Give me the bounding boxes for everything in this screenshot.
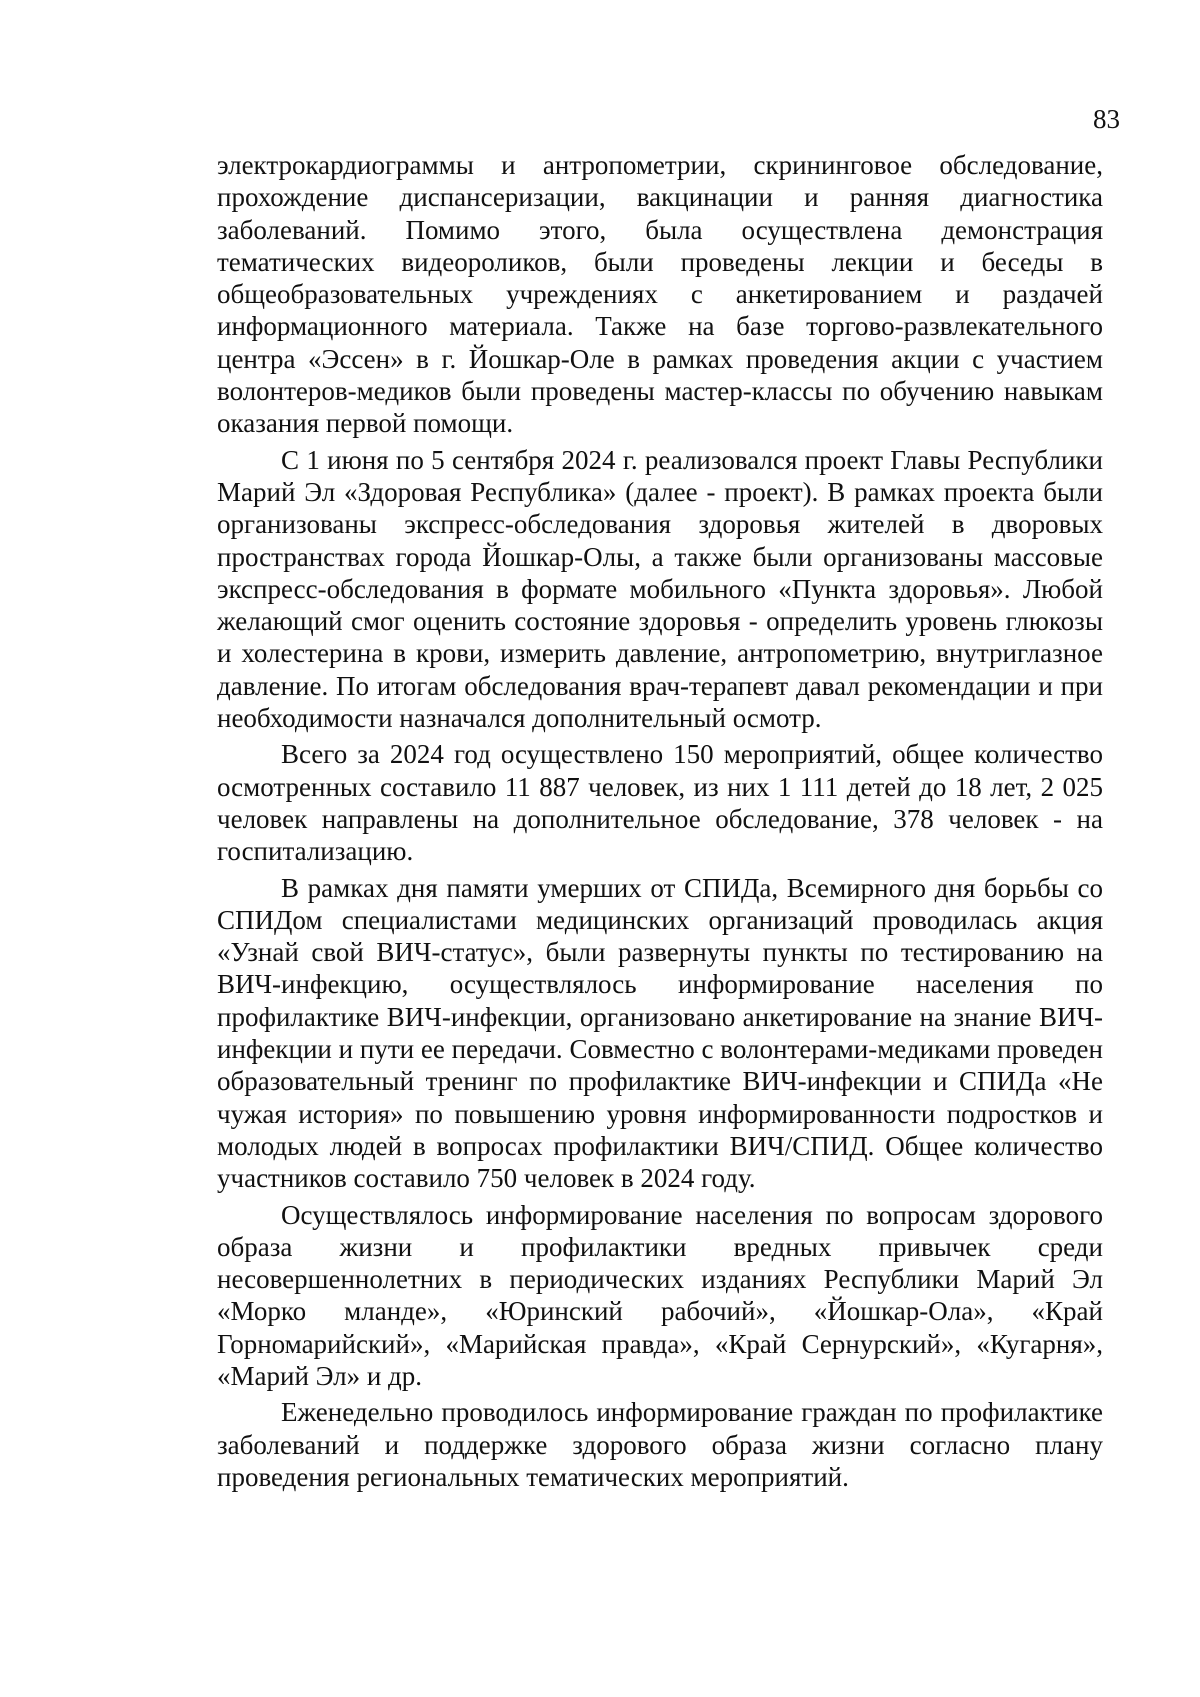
document-body <box>217 149 1103 1497</box>
paragraph-hiv-aids-campaign: В рамках дня памяти умерших от СПИДа, Всемирного дня борьбы со СПИДом специалистами медицинских организаций проводилась акция «Узнай свой ВИЧ-статус», были развернуты пункты по тестированию на ВИЧ-инфекцию, осуществлялось информирование населения по профилактике ВИЧ-инфекции, организовано анкетирование на знание ВИЧ-инфекции и пути ее передачи. Совместно с волонтерами-медиками проведен образовательный тренинг по профилактике ВИЧ-инфекции и СПИДа «Не чужая история» по повышению уровня информированности подростков и молодых людей в вопросах профилактики ВИЧ/СПИД. Общее количество участников составило 750 человек в 2024 году. <box>217 872 1103 1194</box>
paragraph-2024-totals: Всего за 2024 год осуществлено 150 мероприятий, общее количество осмотренных составило 11 887 человек, из них 1 111 детей до 18 лет, 2 025 человек направлены на дополнительное обследование, 378 человек - на госпитализацию. <box>217 739 1103 867</box>
paragraph-periodicals-information: Осуществлялось информирование населения по вопросам здорового образа жизни и профилактики вредных привычек среди несовершеннолетних в периодических изданиях Республики Марий Эл «Морко мланде», «Юринский рабочий», «Йошкар-Ола», «Край Горномарийский», «Марийская правда», «Край Сернурский», «Кугарня», «Марий Эл» и др. <box>217 1199 1103 1391</box>
paragraph-screening-continued: электрокардиограммы и антропометрии, скрининговое обследование, прохождение диспансеризации, вакцинации и ранняя диагностика заболеваний. Помимо этого, была осуществлена демонстрация тематических видеороликов, были проведены лекции и беседы в общеобразовательных учреждениях с анкетированием и раздачей информационного материала. Также на базе торгово-развлекательного центра «Эссен» в г. Йошкар-Оле в рамках проведения акции с участием волонтеров-медиков были проведены мастер-классы по обучению навыкам оказания первой помощи. <box>217 150 1103 439</box>
paragraph-healthy-republic-project: С 1 июня по 5 сентября 2024 г. реализовался проект Главы Республики Марий Эл «Здоровая Республика» (далее - проект). В рамках проекта были организованы экспресс-обследования здоровья жителей в дворовых пространствах города Йошкар-Олы, а также были организованы массовые экспресс-обследования в формате мобильного «Пункта здоровья». Любой желающий смог оценить состояние здоровья - определить уровень глюкозы и холестерина в крови, измерить давление, антропометрию, внутриглазное давление. По итогам обследования врач-терапевт давал рекомендации и при необходимости назначался дополнительный осмотр. <box>217 444 1103 734</box>
paragraph-weekly-information: Еженедельно проводилось информирование граждан по профилактике заболеваний и поддержке здорового образа жизни согласно плану проведения региональных тематических мероприятий. <box>217 1397 1103 1492</box>
page-number: 83 <box>1093 104 1120 134</box>
